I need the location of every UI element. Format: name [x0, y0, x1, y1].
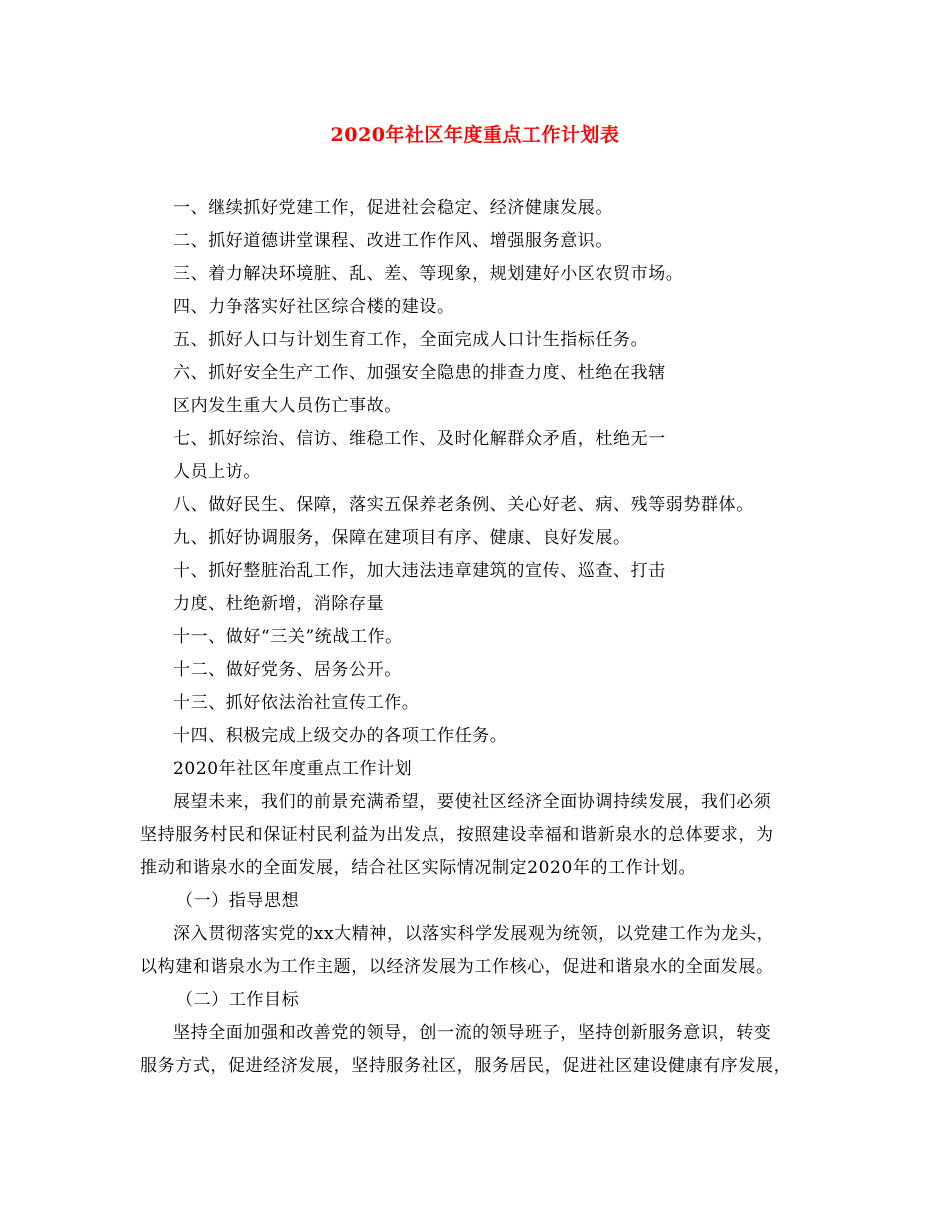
plan-item-1: 一、继续抓好党建工作，促进社会稳定、经济健康发展。	[173, 198, 613, 218]
plan-item-3: 三、着力解决环境脏、乱、差、等现象，规划建好小区农贸市场。	[173, 264, 684, 284]
plan-item-7-cont: 人员上访。	[173, 462, 261, 482]
paragraph-line: 以构建和谐泉水为工作主题，以经济发展为工作核心，促进和谐泉水的全面发展。	[140, 957, 774, 977]
plan-item-7: 七、抓好综治、信访、维稳工作、及时化解群众矛盾，杜绝无一	[173, 429, 666, 449]
plan-item-9: 九、抓好协调服务，保障在建项目有序、健康、良好发展。	[173, 528, 631, 548]
plan-item-5: 五、抓好人口与计划生育工作，全面完成人口计生指标任务。	[173, 330, 649, 350]
paragraph-line: 服务方式，促进经济发展，坚持服务社区，服务居民，促进社区建设健康有序发展，	[140, 1056, 792, 1076]
paragraph-line: 坚持服务村民和保证村民利益为出发点，按照建设幸福和谐新泉水的总体要求，为	[140, 825, 774, 845]
plan-item-14: 十四、积极完成上级交办的各项工作任务。	[173, 726, 508, 746]
paragraph-line: 展望未来，我们的前景充满希望，要使社区经济全面协调持续发展，我们必须	[173, 792, 772, 812]
document-title: 2020年社区年度重点工作计划表	[330, 124, 620, 146]
subheading-guiding-thought: （一）指导思想	[176, 891, 300, 911]
section-heading: 2020年社区年度重点工作计划	[173, 759, 413, 779]
plan-item-2: 二、抓好道德讲堂课程、改进工作作风、增强服务意识。	[173, 231, 613, 251]
paragraph-line: 推动和谐泉水的全面发展，结合社区实际情况制定2020年的工作计划。	[140, 858, 697, 878]
plan-item-11: 十一、做好“三关”统战工作。	[173, 627, 403, 647]
plan-item-8: 八、做好民生、保障，落实五保养老条例、关心好老、病、残等弱势群体。	[173, 495, 754, 515]
plan-item-13: 十三、抓好依法治社宣传工作。	[173, 693, 420, 713]
plan-item-10-cont: 力度、杜绝新增，消除存量	[173, 594, 385, 614]
plan-item-12: 十二、做好党务、居务公开。	[173, 660, 402, 680]
plan-item-6-cont: 区内发生重大人员伤亡事故。	[173, 396, 402, 416]
plan-item-10: 十、抓好整脏治乱工作，加大违法违章建筑的宣传、巡查、打击	[173, 561, 666, 581]
subheading-work-goals: （二）工作目标	[176, 990, 300, 1010]
paragraph-line: 坚持全面加强和改善党的领导，创一流的领导班子，坚持创新服务意识，转变	[173, 1023, 772, 1043]
plan-item-4: 四、力争落实好社区综合楼的建设。	[173, 297, 455, 317]
plan-item-6: 六、抓好安全生产工作、加强安全隐患的排查力度、杜绝在我辖	[173, 363, 666, 383]
paragraph-line: 深入贯彻落实党的xx大精神，以落实科学发展观为统领，以党建工作为龙头，	[173, 924, 775, 944]
